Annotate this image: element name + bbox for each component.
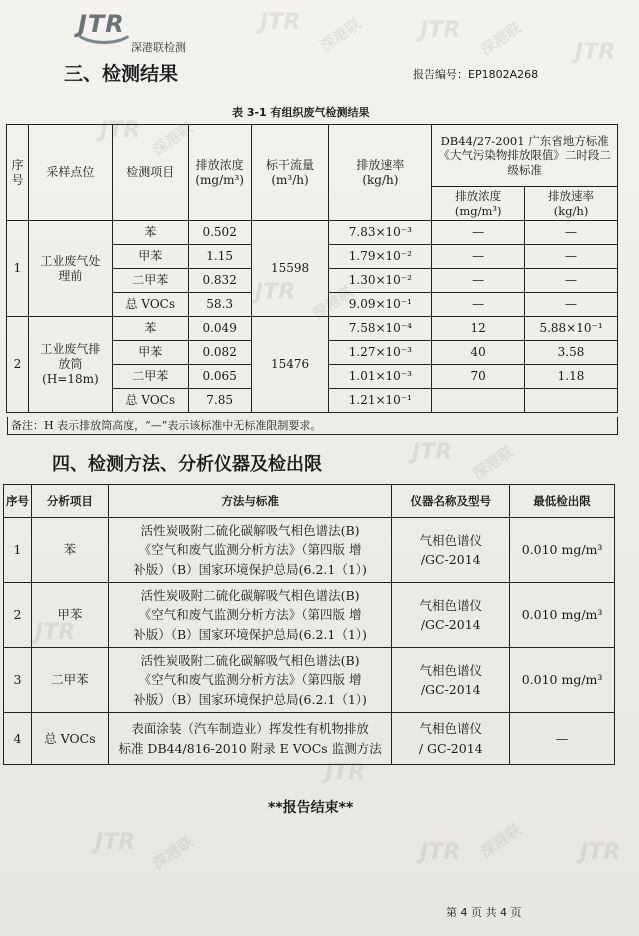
watermark-logo: JTR <box>580 840 621 865</box>
row-item: 总 VOCs <box>112 293 188 317</box>
row-method <box>108 713 391 765</box>
method-line: 补版）（B）国家环境保护总局(6.2.1（1）) <box>133 561 367 577</box>
watermark-text: 深港联 <box>149 118 197 160</box>
watermark-logo: JTR <box>100 118 141 143</box>
watermark-text: 深港联 <box>469 442 517 484</box>
header-flow <box>251 125 329 221</box>
row-std-rate: — <box>525 245 618 269</box>
header-flow-unit: (m³/h) <box>271 172 309 187</box>
row-instrument <box>392 518 510 583</box>
row-std-rate: 5.88×10⁻¹ <box>525 317 618 341</box>
row-instrument <box>392 648 510 713</box>
row-rate: 1.30×10⁻² <box>329 269 432 293</box>
header-std-rate <box>525 187 618 221</box>
table-row <box>7 317 618 341</box>
method-line: 表面涂装（汽车制造业）挥发性有机物排放 <box>131 721 369 737</box>
table-note: 备注：H 表示排放筒高度，“—”表示该标准中无标准限制要求。 <box>7 417 618 435</box>
row-seq: 2 <box>4 583 32 648</box>
row-conc: 0.065 <box>188 365 251 389</box>
method-line: 《空气和废气监测分析方法》（第四版 增 <box>138 542 362 558</box>
watermark-logo: JTR <box>325 760 366 785</box>
row-std-rate: — <box>525 293 618 317</box>
group-flow: 15476 <box>251 317 329 413</box>
header-std-conc-unit: (mg/m³) <box>454 203 502 218</box>
group-point <box>28 317 112 413</box>
row-seq: 4 <box>4 713 32 765</box>
report-end: **报告结束** <box>268 800 354 816</box>
row-rate: 1.79×10⁻² <box>329 245 432 269</box>
row-std-rate: — <box>525 221 618 245</box>
header-std-rate-unit: (kg/h) <box>553 203 589 218</box>
row-std-rate <box>525 389 618 413</box>
table-row <box>4 518 615 583</box>
header-rate-unit: (kg/h) <box>362 172 399 187</box>
row-item: 苯 <box>112 317 188 341</box>
row-limit: 0.010 mg/m³ <box>510 583 615 648</box>
row-method <box>108 583 391 648</box>
watermark-logo: JTR <box>35 620 76 645</box>
group-seq: 1 <box>7 221 29 317</box>
header-std-rate-label: 排放速率 <box>548 189 595 204</box>
company-name: 深港联检测 <box>131 41 186 54</box>
table-caption: 表 3-1 有组织废气检测结果 <box>232 106 370 119</box>
row-conc: 0.502 <box>188 221 251 245</box>
row-item: 总 VOCs <box>31 713 108 765</box>
header-seq: 序号 <box>4 485 32 518</box>
row-rate: 7.58×10⁻⁴ <box>329 317 432 341</box>
watermark-text: 深港联 <box>149 832 197 874</box>
instrument-name: 气相色谱仪 <box>419 532 482 548</box>
row-conc: 58.3 <box>188 293 251 317</box>
watermark-logo: JTR <box>95 830 136 855</box>
method-line: 《空气和废气监测分析方法》（第四版 增 <box>138 672 362 688</box>
row-std-conc: 40 <box>432 341 525 365</box>
row-seq: 1 <box>4 518 32 583</box>
watermark-logo: JTR <box>260 10 301 35</box>
method-line: 补版）（B）国家环境保护总局(6.2.1（1）) <box>133 626 367 642</box>
row-limit: 0.010 mg/m³ <box>510 518 615 583</box>
instrument-model: /GC-2014 <box>420 682 481 697</box>
watermark-logo: JTR <box>575 40 616 65</box>
header-item: 检测项目 <box>112 125 188 221</box>
section4-title: 四、检测方法、分析仪器及检出限 <box>52 454 322 475</box>
table-row <box>4 648 615 713</box>
method-line: 活性炭吸附二硫化碳解吸气相色谱法(B) <box>140 652 360 668</box>
header-point: 采样点位 <box>28 125 112 221</box>
row-item: 二甲苯 <box>112 365 188 389</box>
row-rate: 1.21×10⁻¹ <box>329 389 432 413</box>
row-item: 苯 <box>112 221 188 245</box>
row-rate: 7.83×10⁻³ <box>329 221 432 245</box>
row-std-conc: 12 <box>432 317 525 341</box>
row-rate: 1.01×10⁻³ <box>329 365 432 389</box>
instrument-model: /GC-2014 <box>420 552 481 567</box>
watermark-text: 深港联 <box>317 14 365 56</box>
table-row <box>7 221 618 245</box>
watermark-text: 深港联 <box>477 820 525 862</box>
watermark-logo: JTR <box>420 18 461 43</box>
header-instrument: 仪器名称及型号 <box>392 485 510 518</box>
header-std-conc <box>432 187 525 221</box>
group-seq: 2 <box>7 317 29 413</box>
watermark-logo: JTR <box>420 840 461 865</box>
row-item: 二甲苯 <box>31 648 108 713</box>
watermark-logo: JTR <box>412 440 453 465</box>
report-number: 报告编号：EP1802A268 <box>413 68 539 81</box>
header-item: 分析项目 <box>31 485 108 518</box>
methods-table <box>3 484 615 765</box>
row-conc: 1.15 <box>188 245 251 269</box>
section3-title: 三、检测结果 <box>64 63 179 85</box>
row-conc: 0.832 <box>188 269 251 293</box>
table-row <box>4 713 615 765</box>
row-rate: 1.27×10⁻³ <box>329 341 432 365</box>
header-flow-label: 标干流量 <box>266 157 315 172</box>
watermark-text: 深港联 <box>477 18 525 60</box>
method-line: 《空气和废气监测分析方法》（第四版 增 <box>138 607 362 623</box>
method-line: 活性炭吸附二硫化碳解吸气相色谱法(B) <box>140 587 360 603</box>
group-flow: 15598 <box>251 221 329 317</box>
group-point-note: (H=18m) <box>42 372 99 386</box>
row-item: 总 VOCs <box>112 389 188 413</box>
row-std-conc <box>432 389 525 413</box>
header-limit: 最低检出限 <box>510 485 615 518</box>
row-std-conc: — <box>432 293 525 317</box>
row-item: 二甲苯 <box>112 269 188 293</box>
method-line: 补版）（B）国家环境保护总局(6.2.1（1）) <box>133 691 367 707</box>
row-std-conc: — <box>432 269 525 293</box>
header-std-conc-label: 排放浓度 <box>455 189 502 204</box>
row-std-conc: 70 <box>432 365 525 389</box>
results-table <box>6 124 618 413</box>
row-std-rate: — <box>525 269 618 293</box>
watermark-logo: JTR <box>255 280 296 305</box>
header-method: 方法与标准 <box>108 485 391 518</box>
row-seq: 3 <box>4 648 32 713</box>
row-item: 甲苯 <box>112 341 188 365</box>
group-point-label: 工业废气排放筒 <box>40 342 101 371</box>
header-rate-label: 排放速率 <box>356 157 405 172</box>
row-conc: 0.082 <box>188 341 251 365</box>
row-std-rate: 3.58 <box>525 341 618 365</box>
header-conc <box>188 125 251 221</box>
instrument-name: 气相色谱仪 <box>419 597 482 613</box>
method-line: 活性炭吸附二硫化碳解吸气相色谱法(B) <box>140 522 360 538</box>
row-limit: 0.010 mg/m³ <box>510 648 615 713</box>
instrument-model: / GC-2014 <box>418 740 483 756</box>
instrument-model: /GC-2014 <box>420 617 481 632</box>
row-instrument <box>392 713 510 765</box>
row-conc: 7.85 <box>188 389 251 413</box>
row-rate: 9.09×10⁻¹ <box>329 293 432 317</box>
header-standard: DB44/27-2001 广东省地方标准《大气污染物排放限值》二时段二级标准 <box>432 125 618 187</box>
row-item: 甲苯 <box>31 583 108 648</box>
row-item: 苯 <box>31 518 108 583</box>
header-conc-label: 排放浓度 <box>195 157 244 172</box>
row-instrument <box>392 583 510 648</box>
header-conc-unit: (mg/m³) <box>195 172 244 187</box>
header-seq: 序号 <box>7 125 29 221</box>
row-method <box>108 518 391 583</box>
method-line: 标准 DB44/816-2010 附录 E VOCs 监测方法 <box>118 740 382 756</box>
company-logo: JTR <box>78 10 125 38</box>
instrument-name: 气相色谱仪 <box>419 721 482 737</box>
row-limit: — <box>510 713 615 765</box>
row-conc: 0.049 <box>188 317 251 341</box>
row-item: 甲苯 <box>112 245 188 269</box>
instrument-name: 气相色谱仪 <box>419 662 482 678</box>
row-std-conc: — <box>432 221 525 245</box>
page-number: 第 4 页 共 4 页 <box>446 906 522 919</box>
row-method <box>108 648 391 713</box>
row-std-rate: 1.18 <box>525 365 618 389</box>
group-point: 工业废气处理前 <box>28 221 112 317</box>
header-rate <box>329 125 432 221</box>
row-std-conc: — <box>432 245 525 269</box>
watermark-text: 深港联 <box>309 282 357 324</box>
table-row <box>4 583 615 648</box>
